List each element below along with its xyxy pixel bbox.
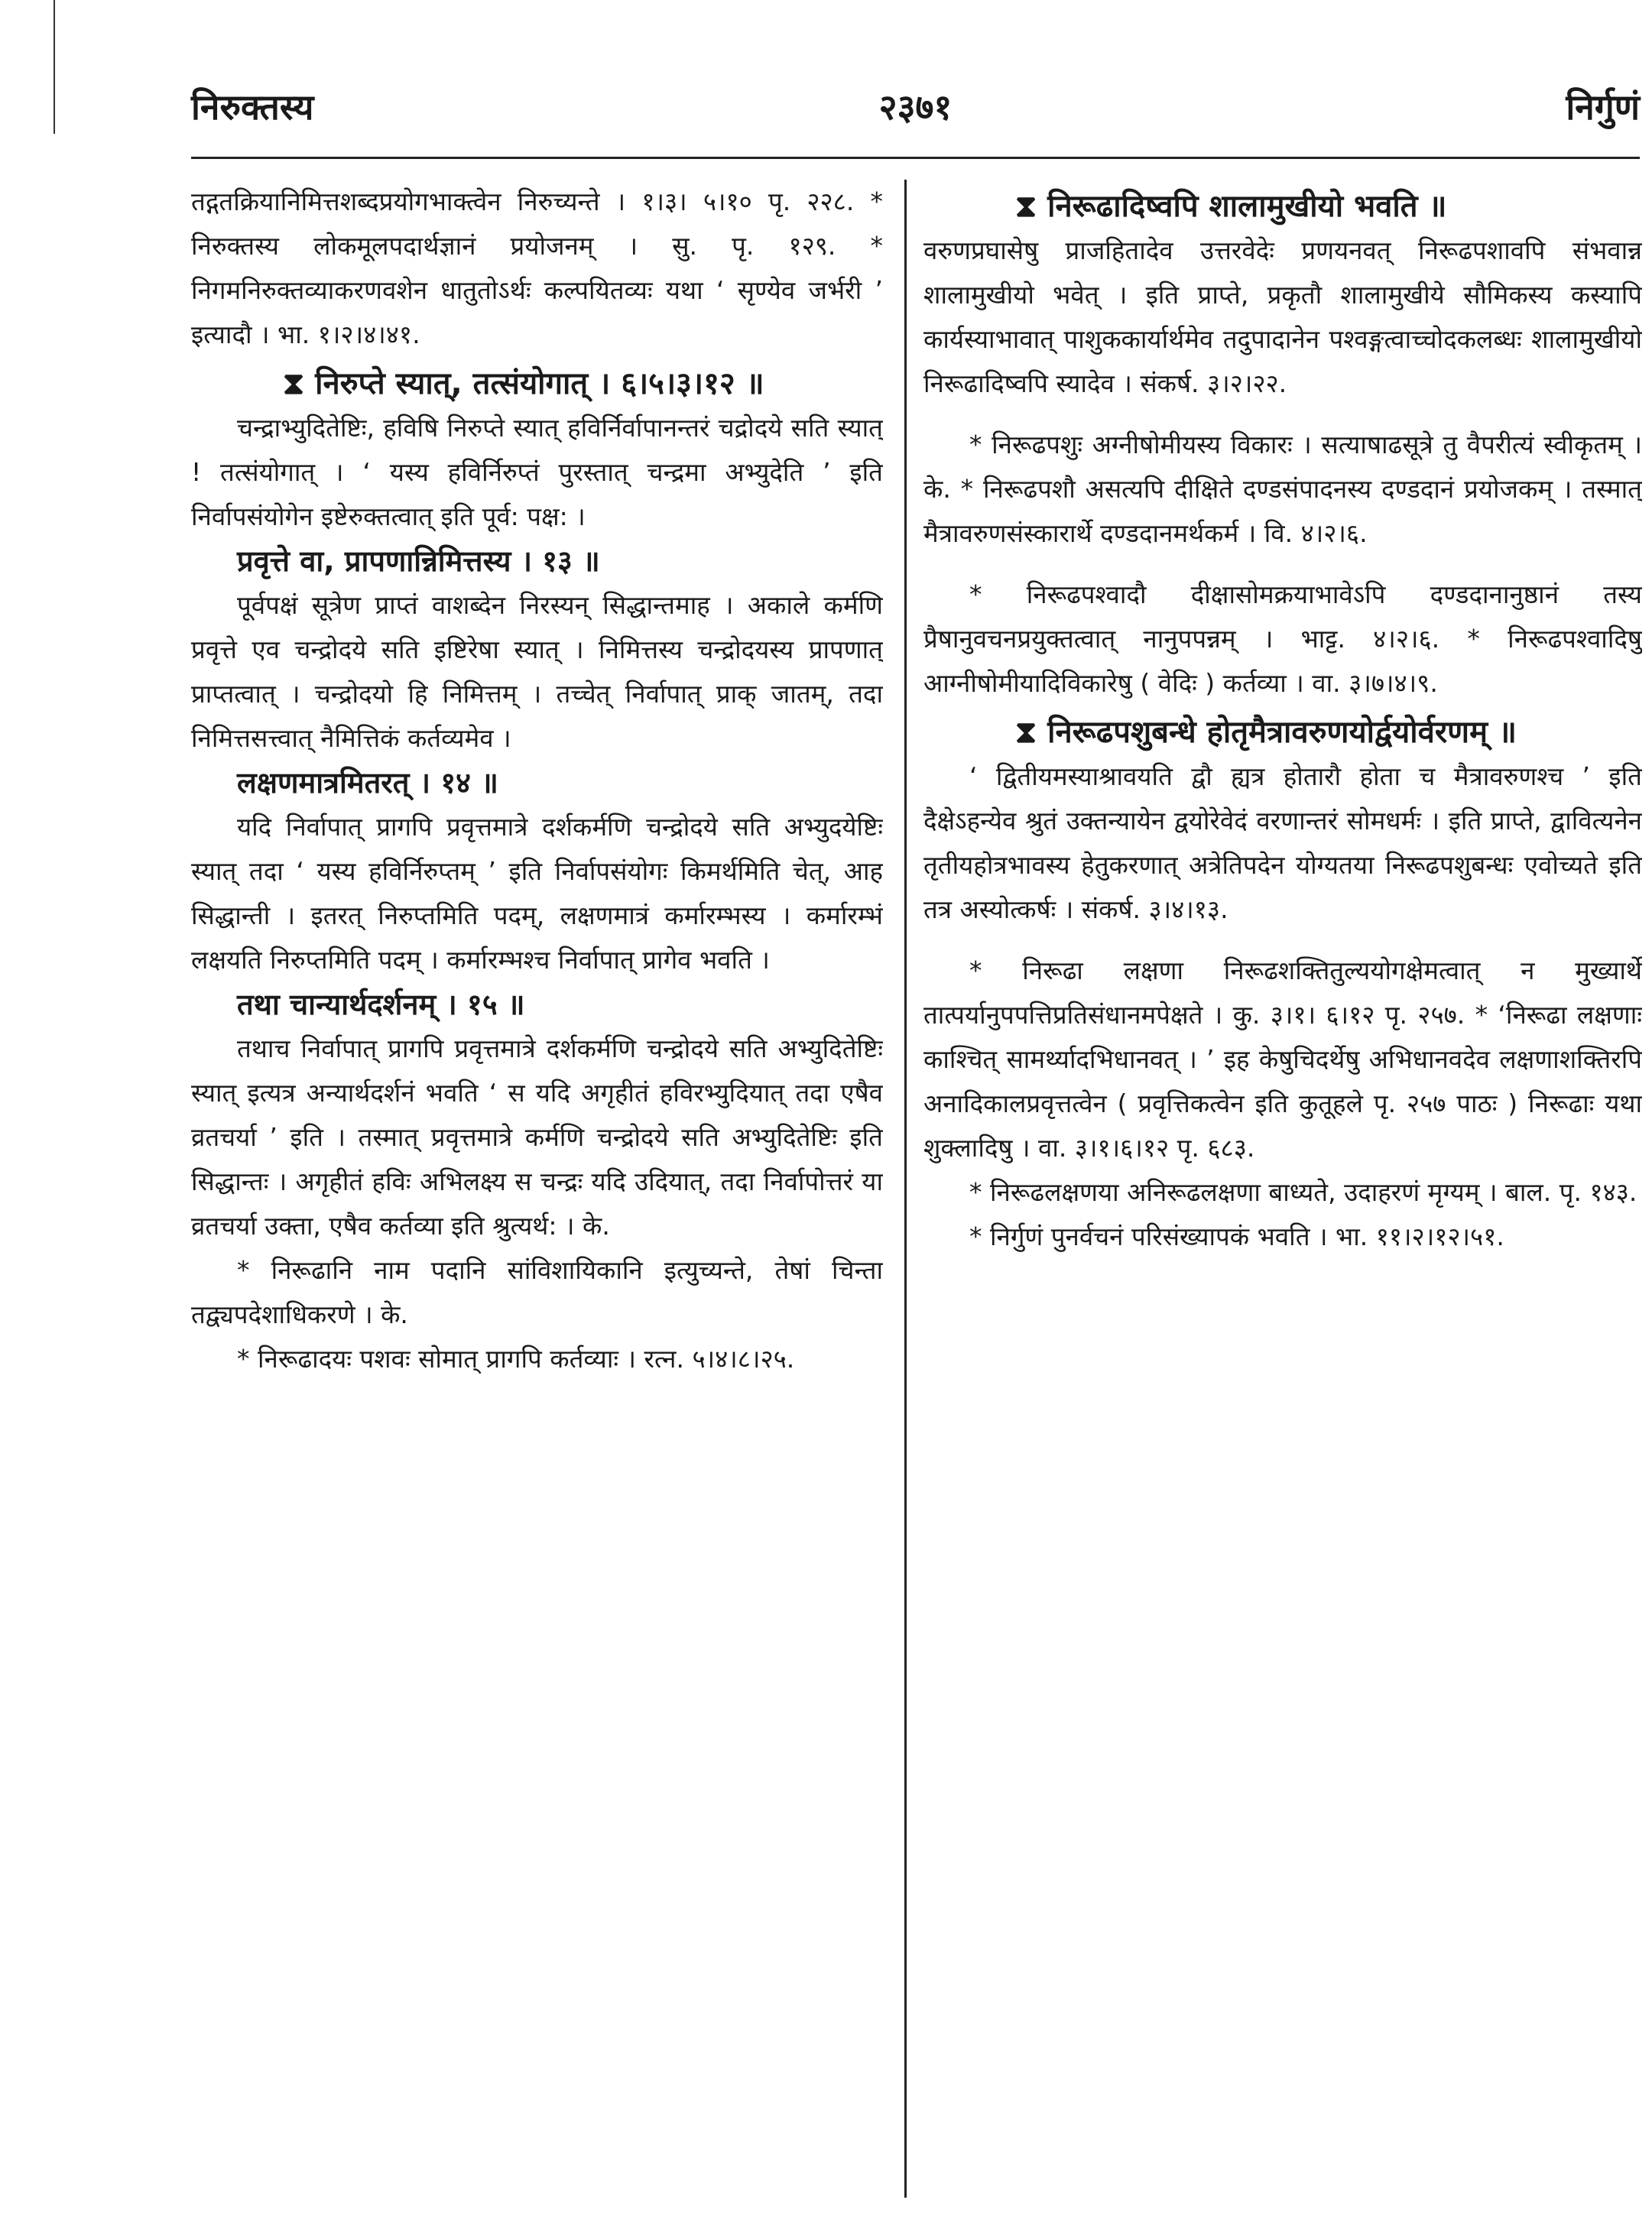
header-left-word: निरुक्तस्य	[191, 86, 314, 128]
sutra-text: निरुप्ते स्यात्, तत्संयोगात् । ६।५।३।१२ ॥	[315, 366, 764, 401]
entry-paragraph: * निरूढलक्षणया अनिरूढलक्षणा बाध्यते, उदाहरणं मृग्यम् । बाल. पृ. १४३.	[969, 1177, 1637, 1207]
entry-paragraph: यदि निर्वापात् प्रागपि प्रवृत्तमात्रे दर्शकर्मणि चन्द्रोदये सति अभ्युदयेष्टिः स्यात् तदा ‘ यस्य हविर्निरुप्तम् ’ इति निर्वापसंयोगः किमर्थमिति चेत्, आह सिद्धान्ती । इतरत् निरुप्तमिति पदम्, लक्षणमात्रं कर्मारम्भस्य । कर्मारम्भं लक्षयति निरुप्तमिति पदम् । कर्मारम्भश्च निर्वापात् प्रागेव भवति ।	[191, 812, 883, 975]
sutra-heading: तथा चान्यार्थदर्शनम् । १५ ॥	[237, 988, 525, 1021]
entry-paragraph: तथाच निर्वापात् प्रागपि प्रवृत्तमात्रे दर्शकर्मणि चन्द्रोदये सति अभ्युदितेष्टिः स्यात् इत्यत्र अन्यार्थदर्शनं भवति ‘ स यदि अगृहीतं हविरभ्युदियात् तदा एषैव व्रतचर्या ’ इति । तस्मात् प्रवृत्तमात्रे कर्मणि चन्द्रोदये सति अभ्युदितेष्टिः इति सिद्धान्तः । अगृहीतं हविः अभिलक्ष्य स चन्द्रः यदि उदियात्, तदा निर्वापोत्तरं या व्रतचर्या उक्ता, एषैव कर्तव्या इति श्रुत्यर्थ: । के.	[191, 1033, 883, 1241]
column-divider	[904, 180, 907, 2198]
entry-paragraph: चन्द्राभ्युदितेष्टिः, हविषि निरुप्ते स्यात् हविर्निर्वापानन्तरं चद्रोदये सति स्यात् ! तत्संयोगात् । ‘ यस्य हविर्निरुप्तं पुरस्तात् चन्द्रमा अभ्युदेति ’ इति निर्वापसंयोगेन इष्टेरुक्तत्वात् इति पूर्व: पक्ष: ।	[191, 413, 883, 531]
left-column	[191, 180, 883, 1381]
right-column	[923, 180, 1642, 1259]
entry-paragraph: * निर्गुणं पुनर्वचनं परिसंख्यापकं भवति । भा. ११।२।१२।५१.	[969, 1222, 1504, 1251]
page-edge-line	[54, 0, 55, 134]
entry-paragraph: ‘ द्वितीयमस्याश्रावयति द्वौ ह्यत्र होतारौ होता च मैत्रावरुणश्च ’ इति दैक्षेऽहन्येव श्रुतं उक्तन्यायेन द्वयोरेवेदं वरणान्तरं सोमधर्मः । इति प्राप्ते, द्वावित्यनेन तृतीयहोत्रभावस्य हेतुकरणात् अत्रेतिपदेन योग्यतया निरूढपशुबन्धः एवोच्यते इति तत्र अस्योत्कर्षः । संकर्ष. ३।४।१३.	[923, 761, 1642, 924]
hourglass-icon: ⧗	[1015, 715, 1037, 750]
entry-paragraph: तद्गतक्रियानिमित्तशब्दप्रयोगभाक्त्वेन निरुच्यन्ते । १।३। ५।१० पृ. २२८. * निरुक्तस्य लोकमूलपदार्थज्ञानं प्रयोजनम् । सु. पृ. १२९. * निगमनिरुक्तव्याकरणवशेन धातुतोऽर्थः कल्पयितव्यः यथा ‘ सृण्येव जर्भरी ’ इत्यादौ । भा. १।२।४।४१.	[191, 187, 883, 349]
hourglass-icon: ⧗	[283, 366, 305, 401]
sutra-heading	[191, 362, 883, 406]
entry-paragraph: * निरूढादयः पशवः सोमात् प्रागपि कर्तव्याः । रत्न. ५।४।८।२५.	[237, 1344, 795, 1374]
page-number: २३७१	[878, 86, 953, 128]
entry-paragraph: * निरूढा लक्षणा निरूढशक्तितुल्ययोगक्षेमत्वात् न मुख्यार्थे तात्पर्यानुपपत्तिप्रतिसंधानमपेक्षते । कु. ३।१। ६।१२ पृ. २५७. * ‘निरूढा लक्षणाः काश्चित् सामर्थ्यादभिधानवत् । ’ इह केषुचिदर्थेषु अभिधानवदेव लक्षणाशक्तिरपि अनादिकालप्रवृत्तत्वेन ( प्रवृत्तिकत्वेन इति कुतूहले पृ. २५७ पाठः ) निरूढाः यथा शुक्लादिषु । वा. ३।१।६।१२ पृ. ६८३.	[923, 956, 1642, 1163]
sutra-text: निरूढादिष्वपि शालामुखीयो भवति ॥	[1047, 189, 1447, 224]
sutra-heading	[923, 184, 1642, 229]
sutra-heading	[923, 710, 1642, 754]
entry-paragraph: * निरूढपश्वादौ दीक्षासोमक्रयाभावेऽपि दण्डदानानुष्ठानं तस्य प्रैषानुवचनप्रयुक्तत्वात् नानुपपन्नम् । भाट्ट. ४।२।६. * निरूढपश्वादिषु आग्नीषोमीयादिविकारेषु ( वेदिः ) कर्तव्या । वा. ३।७।४।९.	[923, 579, 1642, 698]
entry-paragraph: वरुणप्रघासेषु प्राजहितादेव उत्तरवेदेः प्रणयनवत् निरूढपशावपि संभवान्न शालामुखीयो भवेत् । इति प्राप्ते, प्रकृतौ शालामुखीये सौमिकस्य कस्यापि कार्यस्याभावात् पाशुककार्यार्थमेव तदुपादानेन पश्वङ्गत्वाच्चोदकलब्धः शालामुखीयो निरूढादिष्वपि स्यादेव । संकर्ष. ३।२।२२.	[923, 235, 1642, 398]
sutra-text: निरूढपशुबन्धे होतृमैत्रावरुणयोर्द्वयोर्वरणम् ॥	[1047, 715, 1517, 750]
sutra-heading: प्रवृत्ते वा, प्रापणान्निमित्तस्य । १३ ॥	[237, 544, 600, 578]
header-right-word: निर्गुणं	[1566, 86, 1640, 128]
hourglass-icon: ⧗	[1015, 189, 1037, 224]
header-rule	[191, 157, 1640, 159]
sutra-heading: लक्षणमात्रमितरत् । १४ ॥	[237, 766, 498, 800]
entry-paragraph: * निरूढपशुः अग्नीषोमीयस्य विकारः । सत्याषाढसूत्रे तु वैपरीत्यं स्वीकृतम् । के. * निरूढपशौ असत्यपि दीक्षिते दण्डसंपादनस्य दण्डदानं प्रयोजकम् । तस्मात् मैत्रावरुणसंस्कारार्थे दण्डदानमर्थकर्म । वि. ४।२।६.	[923, 430, 1642, 548]
entry-paragraph: * निरूढानि नाम पदानि सांविशायिकानि इत्युच्यन्ते, तेषां चिन्ता तद्व्यपदेशाधिकरणे । के.	[191, 1255, 883, 1329]
page-header	[191, 76, 1640, 138]
entry-paragraph: पूर्वपक्षं सूत्रेण प्राप्तं वाशब्देन निरस्यन् सिद्धान्तमाह । अकाले कर्मणि प्रवृत्ते एव चन्द्रोदये सति इष्टिरेषा स्यात् । निमित्तस्य चन्द्रोदयस्य प्रापणात् प्राप्तत्वात् । चन्द्रोदयो हि निमित्तम् । तच्चेत् निर्वापात् प्राक् जातम्, तदा निमित्तसत्त्वात् नैमित्तिकं कर्तव्यमेव ।	[191, 590, 883, 753]
